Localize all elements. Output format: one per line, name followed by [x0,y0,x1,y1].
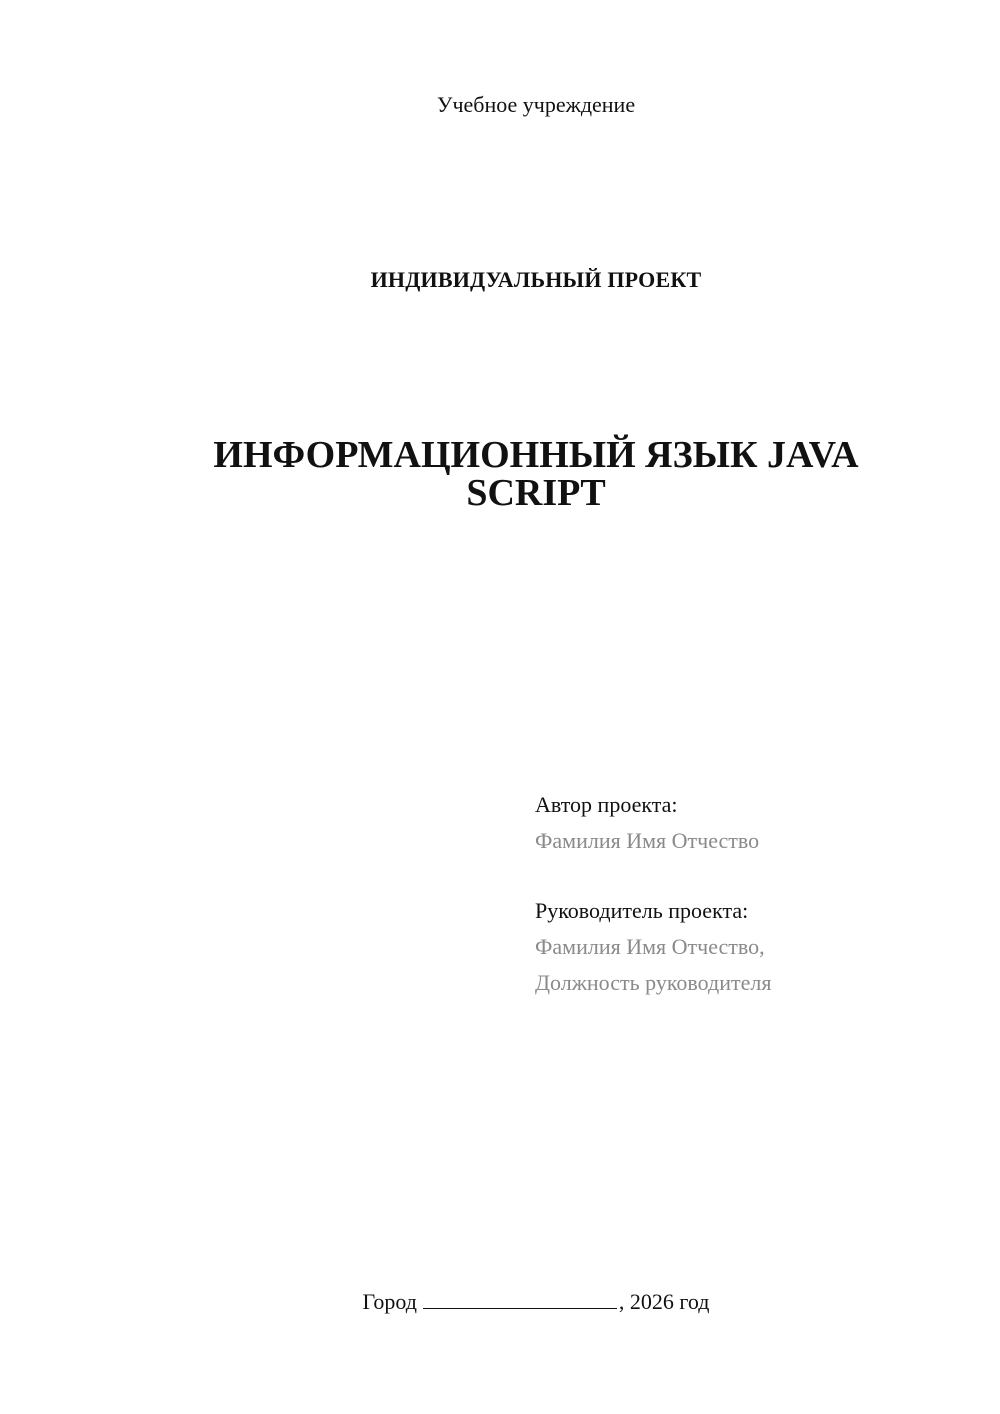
supervisor-name: Фамилия Имя Отчество, [535,934,765,959]
author-label: Автор проекта: [535,792,678,817]
supervisor-label: Руководитель проекта: [535,898,749,923]
project-title-line-2: SCRIPT [466,472,606,514]
city-year-line [0,1289,1000,1315]
city-label: Город [362,1289,417,1314]
document-type: ИНДИВИДУАЛЬНЫЙ ПРОЕКТ [370,267,702,292]
author-block [535,787,759,859]
author-name: Фамилия Имя Отчество [535,828,760,853]
project-title-line-1: ИНФОРМАЦИОННЫЙ ЯЗЫК JAVA [213,434,859,476]
institution-name: Учебное учреждение [436,92,636,117]
supervisor-block [535,893,771,1001]
project-title [0,436,1000,512]
supervisor-position: Должность руководителя [535,970,772,995]
year-text: , 2026 год [618,1289,710,1314]
city-blank-line [423,1290,617,1309]
